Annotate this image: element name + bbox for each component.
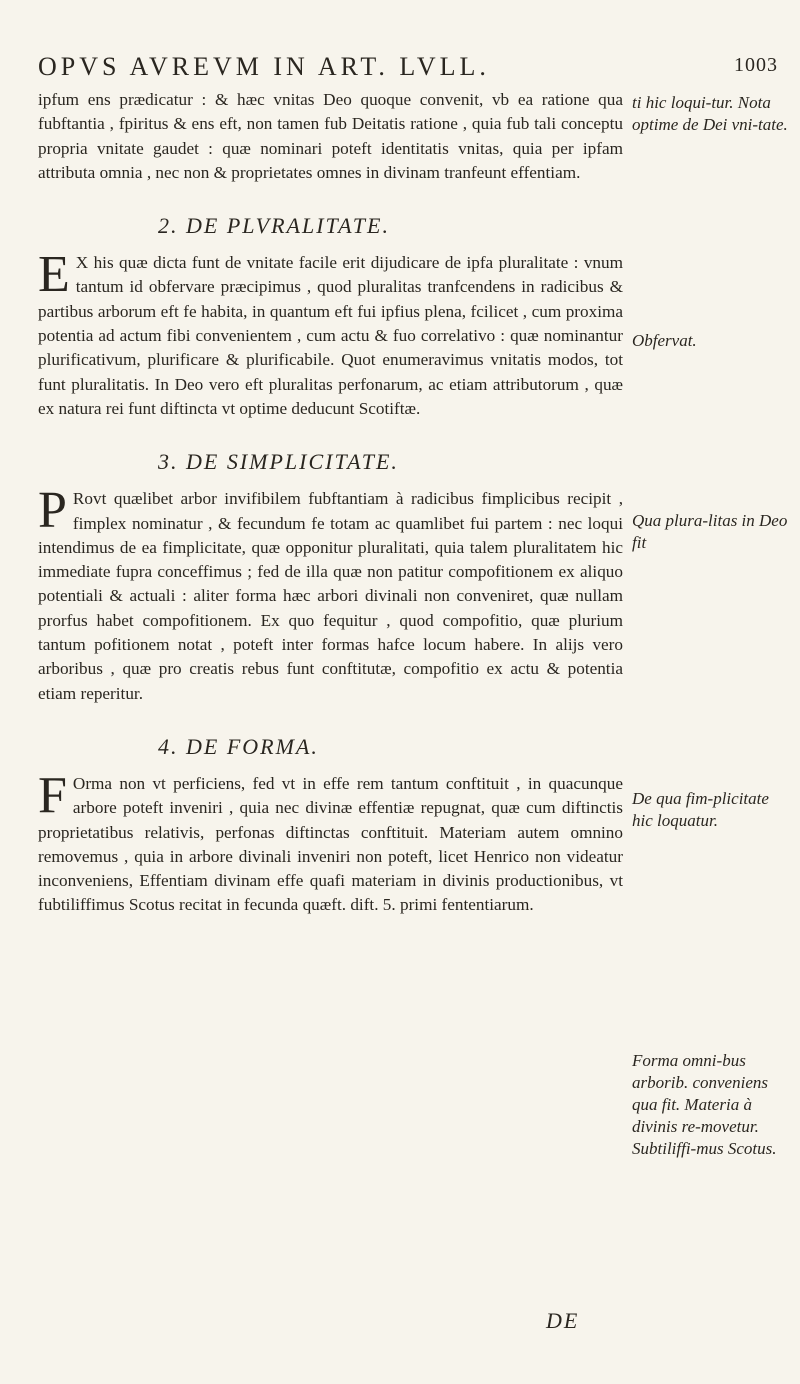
margin-note: ti hic loqui-tur. Nota optime de Dei vni-tate.	[632, 93, 788, 134]
section-title-simplicitate: 3. DE SIMPLICITATE.	[158, 449, 399, 475]
running-title: OPVS AVREVM IN ART. LVLL.	[38, 52, 490, 81]
margin-note: De qua fim-plicitate hic loquatur.	[632, 789, 769, 830]
paragraph-text: Rovt quælibet arbor invifibilem fubftantiam à radicibus fimplicibus recipit , fimplex nominatur , & fecundum fe totam ac quamlibet fui partem : nec loqui intendimus de ea fimplicitate, quæ opponitur pluralitati, quia talem pluralitatem hic immediate fupra conceffimus ; fed de illa quæ non patitur compofitionem ex aliquo potentiali & actuali : aliter forma hæc arbori divinali non conveniret, quæ nullam prorfus habet compofitionem. Ex quo fequitur , quod compofitio, quæ plurium tantum pofitionem notat , poteft inter formas hafce locum habere. In alijs vero arboribus , quæ pro creatis rebus funt conftitutæ, compofitio ex actu & potentia etiam reperitur.	[38, 489, 623, 703]
section-paragraph-simplicitate	[38, 482, 623, 706]
intro-paragraph: ipfum ens prædicatur : & hæc vnitas Deo quoque convenit, vb ea ratione qua fubftantia , fpiritus & ens eft, non tamen fub Deitatis ratione , quia fub tali conceptu propria vnitate gaudet : quæ nominari poteft identitatis vnitas, quia per ipfam attributa omnia , nec non & proprietates omnes in divinam tranfeunt effentiam.	[38, 90, 623, 182]
section-paragraph-pluralitate	[38, 246, 623, 421]
margin-note: Qua plura-litas in Deo fit	[632, 511, 788, 552]
section-title-pluralitate: 2. DE PLVRALITATE.	[158, 213, 390, 239]
drop-cap: E	[38, 246, 70, 304]
main-text-column	[38, 88, 623, 918]
section-title-forma: 4. DE FORMA.	[158, 733, 319, 759]
running-header	[38, 52, 778, 82]
margin-note: Obfervat.	[632, 331, 697, 350]
paragraph-text: Orma non vt perficiens, fed vt in effe rem tantum conftituit , in quacunque arbore poteft inveniri , quia nec divinæ effentiæ repugnat, quæ cum diftinctis proprietatibus relativis, perfonas diftinctas conftituit. Materiam autem omnino removemus , quia in arbore divinali inveniri non poteft, licet Henrico non videatur inconveniens, Effentiam divinam effe quafi materiam in divinis productionibus, vt fubtiliffimus Scotus recitat in fecunda quæft. dift. 5. primi fententiarum.	[38, 773, 623, 915]
drop-cap: P	[38, 482, 67, 540]
page-number: 1003	[734, 54, 778, 76]
catchword: DE	[546, 1308, 580, 1333]
section-paragraph-forma	[38, 766, 623, 918]
margin-note: Forma omni-bus arborib. conveniens qua fit. Materia à divinis re-movetur. Subtiliffi-mus Scotus.	[632, 1051, 777, 1158]
drop-cap: F	[38, 766, 67, 824]
paragraph-text: X his quæ dicta funt de vnitate facile erit dijudicare de ipfa pluralitate : vnum tantum id obfervare præcipimus , quod pluralitas tranfcendens in radicibus & partibus arborum eft fe habita, in quantum eft fui ipfius plena, fcilicet , cum proxima potentia ad actum fibi convenientem , cum actu & fuo correlativo : quæ nominantur plurificativum, plurificare & plurificabile. Quot enumeravimus vnitatis modos, tot funt pluralitatis. In Deo vero eft pluralitas perfonarum, ac etiam attributorum , quæ ex natura rei funt diftincta vt optime deducunt Scotiftæ.	[38, 253, 623, 418]
